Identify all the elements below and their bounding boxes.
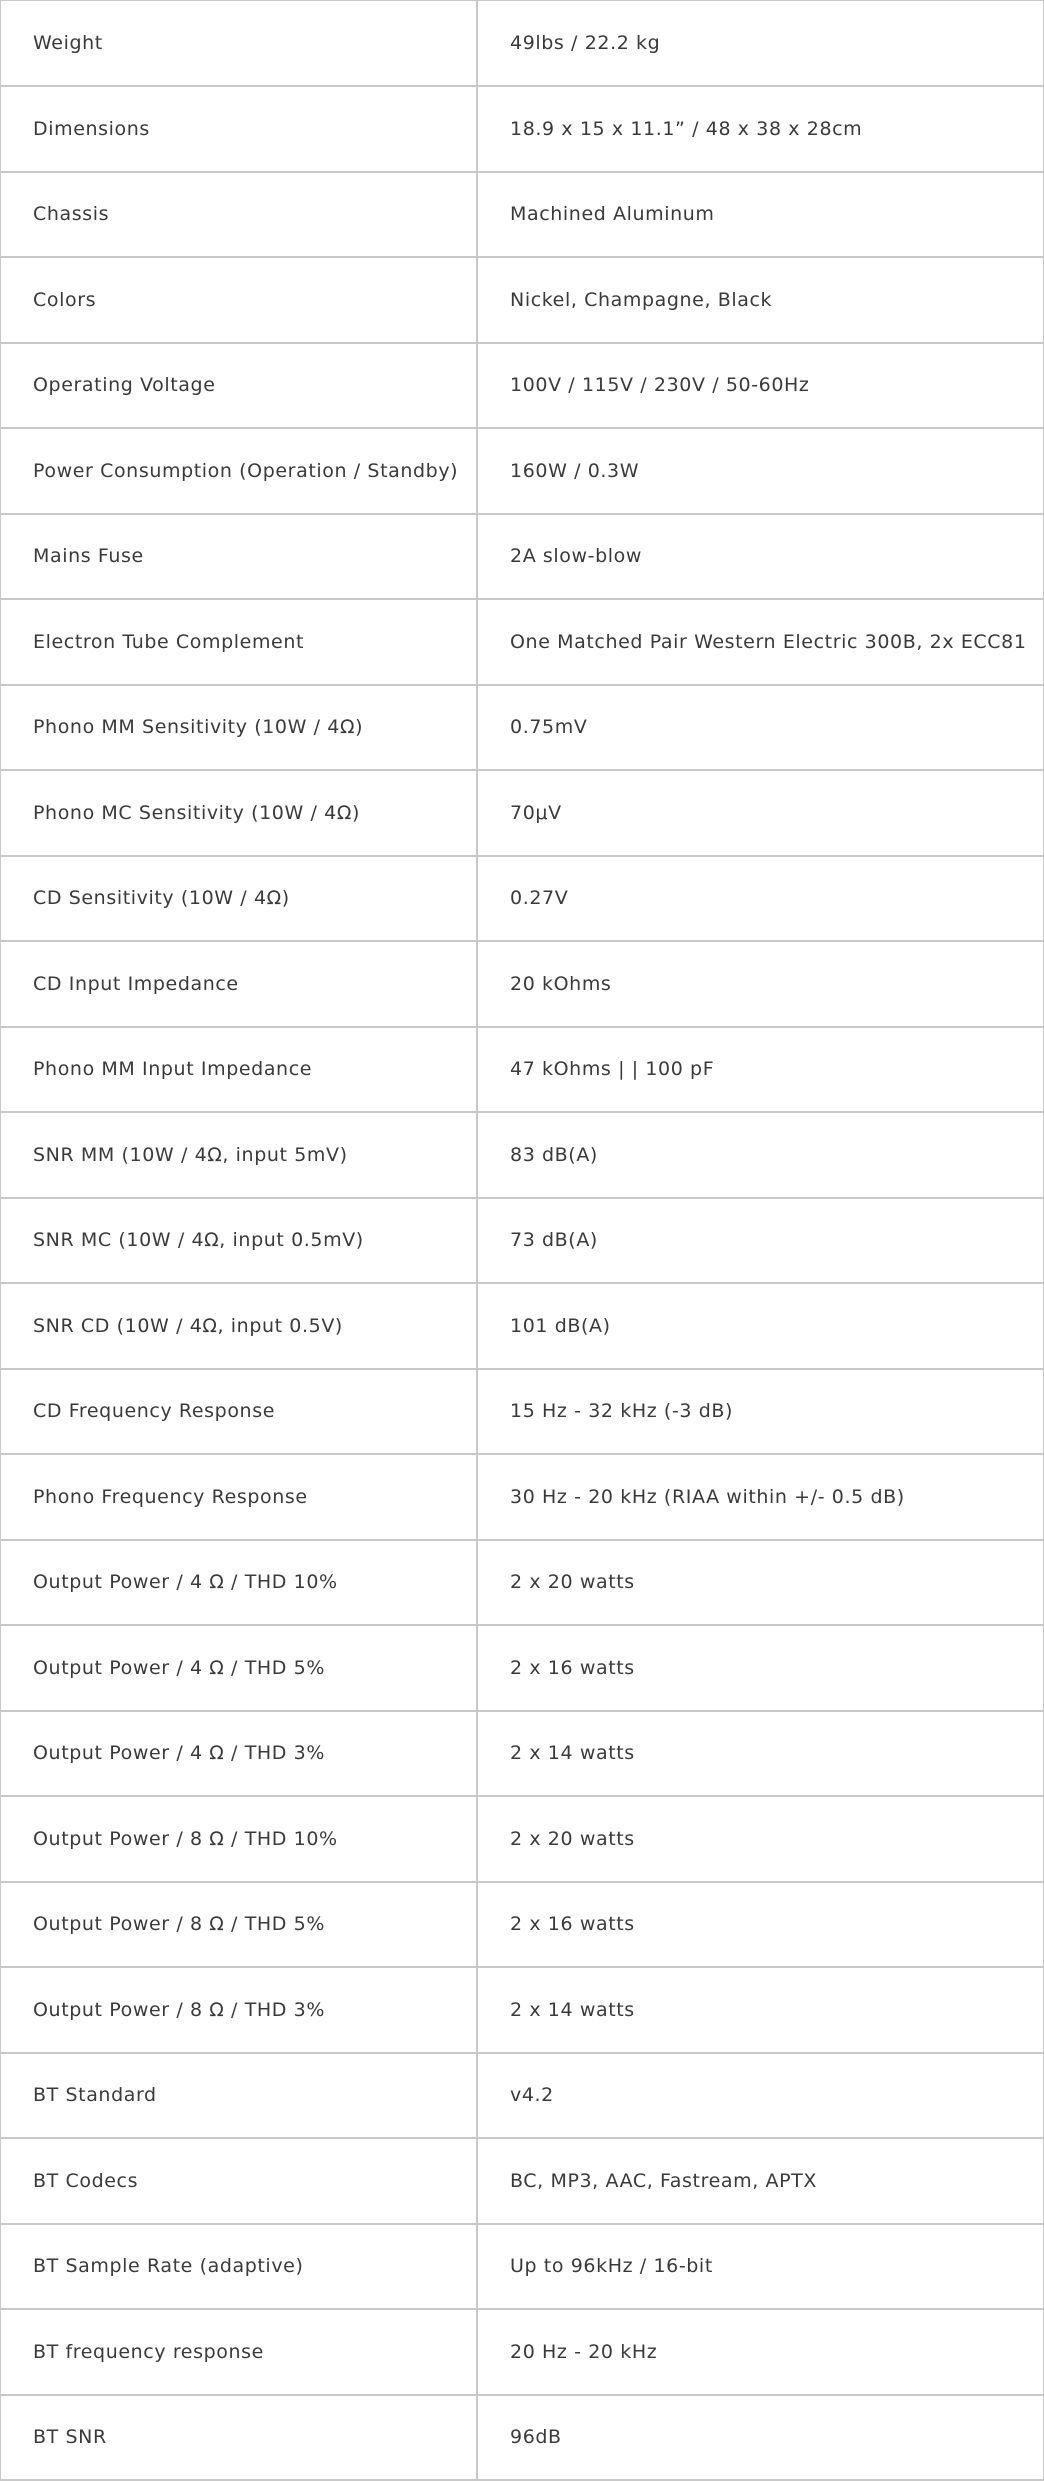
table-row [1, 172, 1044, 258]
spec-value: BC, MP3, AAC, Fastream, APTX [477, 2138, 1044, 2224]
spec-label: SNR MC (10W / 4Ω, input 0.5mV) [1, 1198, 478, 1284]
table-row [1, 1882, 1044, 1968]
spec-value: 70μV [477, 770, 1044, 856]
table-row [1, 685, 1044, 771]
spec-value: One Matched Pair Western Electric 300B, 2x ECC81 [477, 599, 1044, 685]
spec-label: CD Input Impedance [1, 941, 478, 1027]
spec-value: 0.27V [477, 856, 1044, 942]
table-row [1, 257, 1044, 343]
table-row [1, 1540, 1044, 1626]
spec-label: Output Power / 8 Ω / THD 10% [1, 1796, 478, 1882]
spec-label: BT Standard [1, 2053, 478, 2139]
spec-value: 160W / 0.3W [477, 428, 1044, 514]
spec-value: 30 Hz - 20 kHz (RIAA within +/- 0.5 dB) [477, 1454, 1044, 1540]
table-row [1, 1027, 1044, 1113]
spec-label: Mains Fuse [1, 514, 478, 600]
table-row [1, 428, 1044, 514]
spec-label: BT frequency response [1, 2309, 478, 2395]
table-row [1, 856, 1044, 942]
spec-value: 100V / 115V / 230V / 50-60Hz [477, 343, 1044, 429]
spec-value: 83 dB(A) [477, 1112, 1044, 1198]
spec-label: Phono Frequency Response [1, 1454, 478, 1540]
table-row [1, 2395, 1044, 2481]
spec-value: 20 kOhms [477, 941, 1044, 1027]
table-row [1, 1796, 1044, 1882]
spec-value: 2 x 20 watts [477, 1796, 1044, 1882]
spec-label: Power Consumption (Operation / Standby) [1, 428, 478, 514]
spec-label: Phono MM Input Impedance [1, 1027, 478, 1113]
table-row [1, 1283, 1044, 1369]
spec-label: CD Frequency Response [1, 1369, 478, 1455]
table-row [1, 1112, 1044, 1198]
table-row [1, 941, 1044, 1027]
table-row [1, 2053, 1044, 2139]
spec-label: Electron Tube Complement [1, 599, 478, 685]
table-row [1, 1711, 1044, 1797]
spec-label: Operating Voltage [1, 343, 478, 429]
spec-value: Nickel, Champagne, Black [477, 257, 1044, 343]
table-row [1, 1967, 1044, 2053]
spec-label: Phono MC Sensitivity (10W / 4Ω) [1, 770, 478, 856]
spec-label: CD Sensitivity (10W / 4Ω) [1, 856, 478, 942]
table-row [1, 86, 1044, 172]
spec-value: 2 x 14 watts [477, 1967, 1044, 2053]
table-row [1, 2309, 1044, 2395]
spec-value: 2 x 14 watts [477, 1711, 1044, 1797]
table-row [1, 343, 1044, 429]
spec-label: Colors [1, 257, 478, 343]
spec-label: SNR MM (10W / 4Ω, input 5mV) [1, 1112, 478, 1198]
spec-label: Output Power / 4 Ω / THD 10% [1, 1540, 478, 1626]
spec-label: BT SNR [1, 2395, 478, 2481]
spec-label: Output Power / 4 Ω / THD 3% [1, 1711, 478, 1797]
spec-value: Machined Aluminum [477, 172, 1044, 258]
table-row [1, 1, 1044, 87]
spec-value: 2A slow-blow [477, 514, 1044, 600]
table-row [1, 2138, 1044, 2224]
spec-value: 15 Hz - 32 kHz (-3 dB) [477, 1369, 1044, 1455]
spec-label: Chassis [1, 172, 478, 258]
spec-label: Output Power / 8 Ω / THD 5% [1, 1882, 478, 1968]
spec-value: 0.75mV [477, 685, 1044, 771]
spec-label: BT Codecs [1, 2138, 478, 2224]
spec-value: Up to 96kHz / 16-bit [477, 2224, 1044, 2310]
spec-label: Output Power / 8 Ω / THD 3% [1, 1967, 478, 2053]
table-row [1, 770, 1044, 856]
table-row [1, 514, 1044, 600]
spec-value: 20 Hz - 20 kHz [477, 2309, 1044, 2395]
spec-label: SNR CD (10W / 4Ω, input 0.5V) [1, 1283, 478, 1369]
table-row [1, 1625, 1044, 1711]
spec-value: 2 x 16 watts [477, 1882, 1044, 1968]
table-row [1, 1454, 1044, 1540]
spec-label: Output Power / 4 Ω / THD 5% [1, 1625, 478, 1711]
spec-label: Dimensions [1, 86, 478, 172]
spec-value: 101 dB(A) [477, 1283, 1044, 1369]
spec-label: BT Sample Rate (adaptive) [1, 2224, 478, 2310]
spec-value: 49lbs / 22.2 kg [477, 1, 1044, 87]
spec-value: 73 dB(A) [477, 1198, 1044, 1284]
table-row [1, 1369, 1044, 1455]
table-row [1, 2224, 1044, 2310]
spec-value: 47 kOhms | | 100 pF [477, 1027, 1044, 1113]
spec-value: 2 x 20 watts [477, 1540, 1044, 1626]
spec-value: 96dB [477, 2395, 1044, 2481]
spec-label: Weight [1, 1, 478, 87]
spec-value: 2 x 16 watts [477, 1625, 1044, 1711]
table-row [1, 1198, 1044, 1284]
table-row [1, 599, 1044, 685]
spec-table-body [1, 1, 1044, 2481]
spec-value: 18.9 x 15 x 11.1” / 48 x 38 x 28cm [477, 86, 1044, 172]
spec-value: v4.2 [477, 2053, 1044, 2139]
spec-label: Phono MM Sensitivity (10W / 4Ω) [1, 685, 478, 771]
